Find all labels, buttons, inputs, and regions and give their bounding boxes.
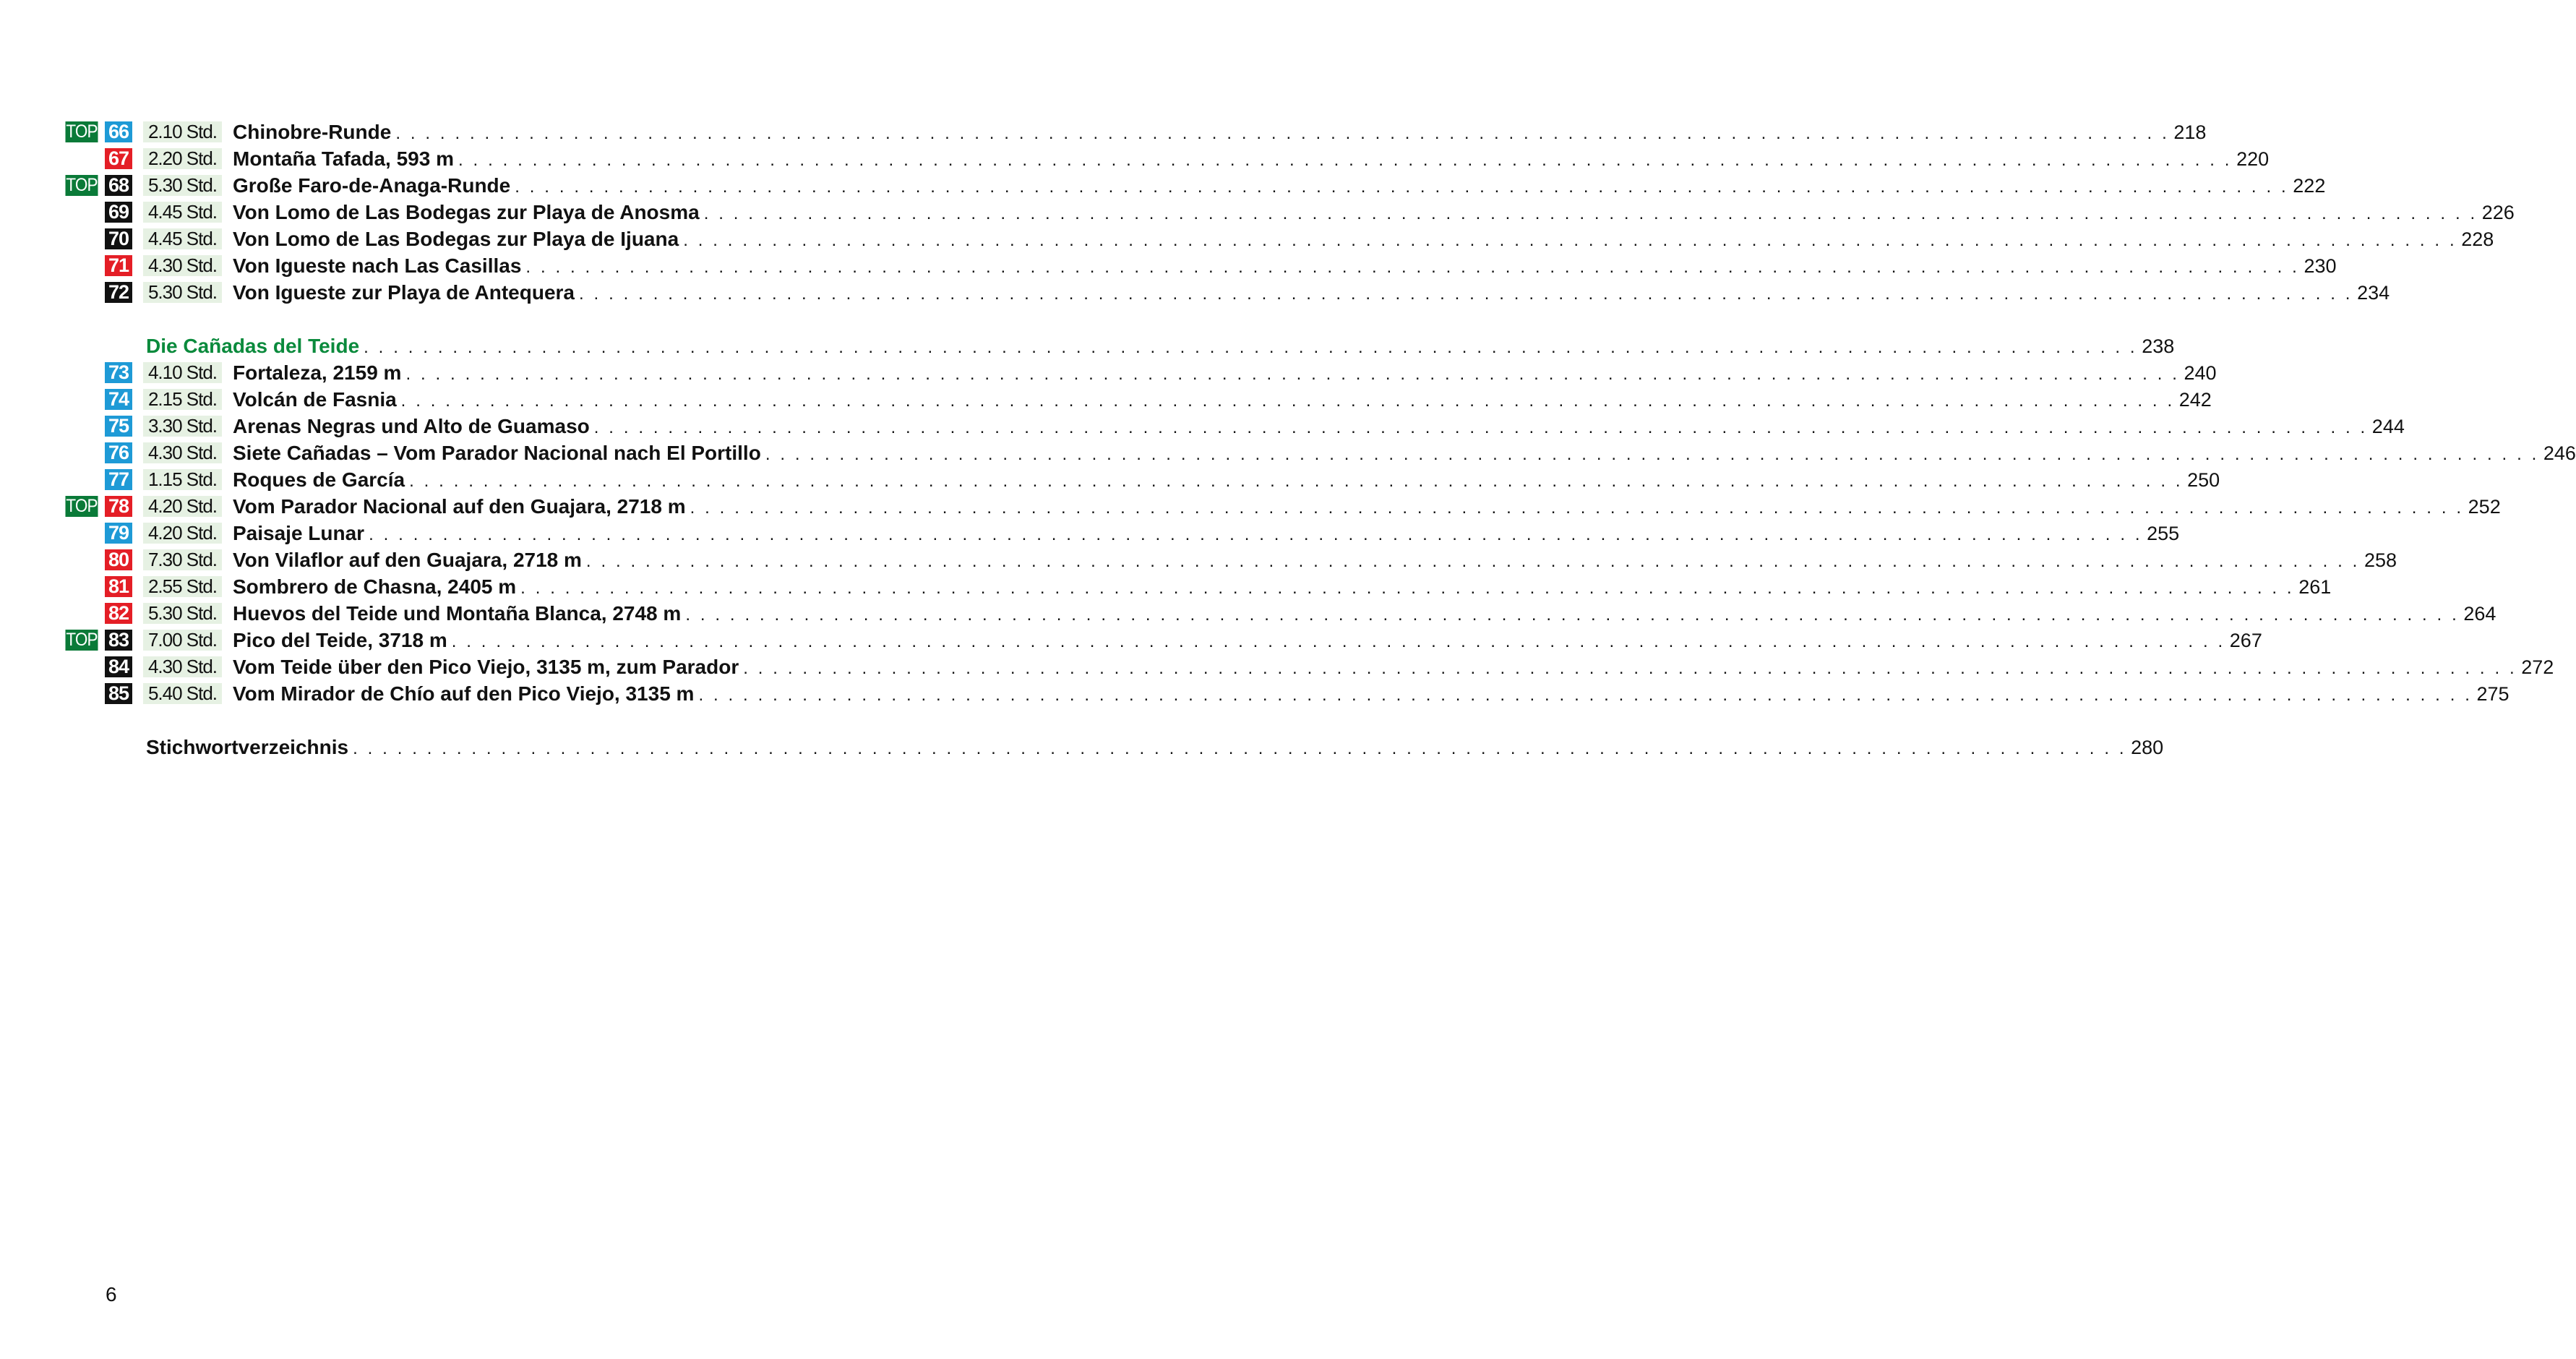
toc-entry-line xyxy=(233,227,2494,251)
tour-number-badge: 71 xyxy=(105,255,132,276)
walking-time: 2.20 Std. xyxy=(143,148,222,169)
page-reference: 240 xyxy=(2184,362,2217,384)
toc-entry-81[interactable] xyxy=(64,573,2332,600)
page-reference: 222 xyxy=(2293,175,2326,197)
entry-title: Große Faro-de-Anaga-Runde xyxy=(233,174,511,197)
toc-entry-line xyxy=(233,280,2390,304)
entry-title: Von Igueste nach Las Casillas xyxy=(233,254,522,277)
toc-index-entry[interactable] xyxy=(64,734,2164,760)
toc-entry-line xyxy=(233,361,2217,385)
page-reference: 228 xyxy=(2461,228,2494,250)
toc-entry-line xyxy=(233,548,2397,572)
top-badge: TOP xyxy=(66,175,98,195)
walking-time: 5.30 Std. xyxy=(143,603,222,624)
page-reference: 258 xyxy=(2364,549,2397,571)
tour-number-badge: 78 xyxy=(105,496,132,517)
dot-leader: . . . . . . . . . . . . . . . . . . . . . . . . . . . . . . . . . . . . . . . . . . . . . . . . . . . . . . . . . . . . . . . . . . . . . . . . . . . . . . . . . . . . . . . . . . . . . . . . . . . . . . . . . . . . . . . . . . . . . . . . xyxy=(400,391,2175,411)
toc-entry-line xyxy=(233,254,2337,278)
entry-title: Vom Mirador de Chío auf den Pico Viejo, 3135 m xyxy=(233,682,695,705)
entry-title: Siete Cañadas – Vom Parador Nacional nach El Portillo xyxy=(233,442,761,464)
tour-number-badge: 72 xyxy=(105,282,132,303)
page-reference: 275 xyxy=(2476,683,2510,705)
walking-time: 2.15 Std. xyxy=(143,389,222,410)
toc-entry-line xyxy=(146,334,2175,358)
page-reference: 238 xyxy=(2142,335,2175,357)
dot-leader: . . . . . . . . . . . . . . . . . . . . . . . . . . . . . . . . . . . . . . . . . . . . . . . . . . . . . . . . . . . . . . . . . . . . . . . . . . . . . . . . . . . . . . . . . . . . . . . . . . . . . . . . . . . . . . . . . . . . . . . . xyxy=(405,364,2180,384)
page-reference: 226 xyxy=(2481,202,2515,223)
tour-number-badge: 70 xyxy=(105,228,132,249)
entry-title: Von Lomo de Las Bodegas zur Playa de Anosma xyxy=(233,201,700,223)
entry-title: Huevos del Teide und Montaña Blanca, 2748 m xyxy=(233,602,682,625)
page-reference: 242 xyxy=(2178,389,2212,411)
walking-time: 4.30 Std. xyxy=(143,442,222,463)
page-reference: 267 xyxy=(2229,630,2262,651)
page-reference: 218 xyxy=(2173,121,2207,143)
tour-number-badge: 66 xyxy=(105,121,132,142)
toc-entry-line xyxy=(233,575,2332,599)
toc-entry-70[interactable] xyxy=(64,226,2494,252)
entry-title: Von Vilaflor auf den Guajara, 2718 m xyxy=(233,549,582,571)
toc-entry-68[interactable] xyxy=(64,172,2326,199)
entry-title: Sombrero de Chasna, 2405 m xyxy=(233,575,517,598)
toc-entry-line xyxy=(233,682,2510,706)
toc-entry-73[interactable] xyxy=(64,359,2217,386)
walking-time: 4.10 Std. xyxy=(143,362,222,383)
toc-entry-69[interactable] xyxy=(64,199,2515,226)
page-reference: 261 xyxy=(2298,576,2332,598)
toc-entry-82[interactable] xyxy=(64,600,2496,627)
page-reference: 244 xyxy=(2371,416,2405,437)
page-reference: 230 xyxy=(2304,255,2337,277)
walking-time: 4.20 Std. xyxy=(143,496,222,517)
toc-entry-line xyxy=(233,173,2326,197)
toc-entry-71[interactable] xyxy=(64,252,2337,279)
page-number: 6 xyxy=(106,1283,117,1306)
toc-entry-76[interactable] xyxy=(64,440,2576,466)
toc-entry-line xyxy=(233,494,2501,518)
entry-title: Vom Teide über den Pico Viejo, 3135 m, zum Parador xyxy=(233,656,739,678)
dot-leader: . . . . . . . . . . . . . . . . . . . . . . . . . . . . . . . . . . . . . . . . . . . . . . . . . . . . . . . . . . . . . . . . . . . . . . . . . . . . . . . . . . . . . . . . . . . . . . . . . . . . . . . . . . . . . . . . . . . . . . . . xyxy=(369,525,2143,544)
toc-entry-80[interactable] xyxy=(64,546,2397,573)
dot-leader: . . . . . . . . . . . . . . . . . . . . . . . . . . . . . . . . . . . . . . . . . . . . . . . . . . . . . . . . . . . . . . . . . . . . . . . . . . . . . . . . . . . . . . . . . . . . . . . . . . . . . . . . . . . . . . . . . . . . . . . . xyxy=(364,338,2138,357)
toc-entry-74[interactable] xyxy=(64,386,2212,413)
tour-number-badge: 77 xyxy=(105,469,132,490)
page-reference: 272 xyxy=(2521,656,2554,678)
dot-leader: . . . . . . . . . . . . . . . . . . . . . . . . . . . . . . . . . . . . . . . . . . . . . . . . . . . . . . . . . . . . . . . . . . . . . . . . . . . . . . . . . . . . . . . . . . . . . . . . . . . . . . . . . . . . . . . . . . . . . . . . xyxy=(395,124,2170,143)
walking-time: 4.30 Std. xyxy=(143,255,222,276)
tour-number-badge: 82 xyxy=(105,603,132,624)
table-of-contents xyxy=(64,119,2576,760)
tour-number-badge: 69 xyxy=(105,202,132,223)
dot-leader: . . . . . . . . . . . . . . . . . . . . . . . . . . . . . . . . . . . . . . . . . . . . . . . . . . . . . . . . . . . . . . . . . . . . . . . . . . . . . . . . . . . . . . . . . . . . . . . . . . . . . . . . . . . . . . . . . . . . . . . . xyxy=(520,578,2295,598)
walking-time: 2.10 Std. xyxy=(143,121,222,142)
dot-leader: . . . . . . . . . . . . . . . . . . . . . . . . . . . . . . . . . . . . . . . . . . . . . . . . . . . . . . . . . . . . . . . . . . . . . . . . . . . . . . . . . . . . . . . . . . . . . . . . . . . . . . . . . . . . . . . . . . . . . . . . xyxy=(515,177,2289,197)
page-reference: 250 xyxy=(2187,469,2220,491)
page-reference: 234 xyxy=(2357,282,2390,304)
toc-entry-line xyxy=(233,147,2270,171)
toc-entry-78[interactable] xyxy=(64,493,2501,520)
dot-leader: . . . . . . . . . . . . . . . . . . . . . . . . . . . . . . . . . . . . . . . . . . . . . . . . . . . . . . . . . . . . . . . . . . . . . . . . . . . . . . . . . . . . . . . . . . . . . . . . . . . . . . . . . . . . . . . . . . . . . . . . xyxy=(685,605,2460,625)
toc-entry-75[interactable] xyxy=(64,413,2405,440)
toc-entry-72[interactable] xyxy=(64,279,2390,306)
tour-number-badge: 74 xyxy=(105,389,132,410)
dot-leader: . . . . . . . . . . . . . . . . . . . . . . . . . . . . . . . . . . . . . . . . . . . . . . . . . . . . . . . . . . . . . . . . . . . . . . . . . . . . . . . . . . . . . . . . . . . . . . . . . . . . . . . . . . . . . . . . . . . . . . . . xyxy=(353,739,2127,758)
dot-leader: . . . . . . . . . . . . . . . . . . . . . . . . . . . . . . . . . . . . . . . . . . . . . . . . . . . . . . . . . . . . . . . . . . . . . . . . . . . . . . . . . . . . . . . . . . . . . . . . . . . . . . . . . . . . . . . . . . . . . . . . xyxy=(579,284,2353,304)
tour-number-badge: 84 xyxy=(105,656,132,677)
walking-time: 7.00 Std. xyxy=(143,630,222,651)
toc-spacer xyxy=(64,707,873,734)
entry-title: Von Lomo de Las Bodegas zur Playa de Ijuana xyxy=(233,228,679,250)
dot-leader: . . . . . . . . . . . . . . . . . . . . . . . . . . . . . . . . . . . . . . . . . . . . . . . . . . . . . . . . . . . . . . . . . . . . . . . . . . . . . . . . . . . . . . . . . . . . . . . . . . . . . . . . . . . . . . . . . . . . . . . . xyxy=(409,471,2184,491)
entry-title: Chinobre-Runde xyxy=(233,121,392,143)
walking-time: 4.20 Std. xyxy=(143,523,222,544)
dot-leader: . . . . . . . . . . . . . . . . . . . . . . . . . . . . . . . . . . . . . . . . . . . . . . . . . . . . . . . . . . . . . . . . . . . . . . . . . . . . . . . . . . . . . . . . . . . . . . . . . . . . . . . . . . . . . . . . . . . . . . . . xyxy=(743,659,2517,678)
dot-leader: . . . . . . . . . . . . . . . . . . . . . . . . . . . . . . . . . . . . . . . . . . . . . . . . . . . . . . . . . . . . . . . . . . . . . . . . . . . . . . . . . . . . . . . . . . . . . . . . . . . . . . . . . . . . . . . . . . . . . . . . xyxy=(593,418,2368,437)
toc-entry-line xyxy=(233,521,2180,545)
tour-number-badge: 73 xyxy=(105,362,132,383)
walking-time: 5.30 Std. xyxy=(143,282,222,303)
toc-entry-line xyxy=(233,414,2405,438)
toc-entry-67[interactable] xyxy=(64,145,2270,172)
toc-entry-line xyxy=(233,441,2576,465)
entry-title: Von Igueste zur Playa de Antequera xyxy=(233,281,575,304)
entry-title: Arenas Negras und Alto de Guamaso xyxy=(233,415,590,437)
dot-leader: . . . . . . . . . . . . . . . . . . . . . . . . . . . . . . . . . . . . . . . . . . . . . . . . . . . . . . . . . . . . . . . . . . . . . . . . . . . . . . . . . . . . . . . . . . . . . . . . . . . . . . . . . . . . . . . . . . . . . . . . xyxy=(525,257,2300,277)
walking-time: 3.30 Std. xyxy=(143,416,222,437)
toc-entry-83[interactable] xyxy=(64,627,2262,653)
entry-title: Montaña Tafada, 593 m xyxy=(233,147,455,170)
page-reference: 220 xyxy=(2236,148,2270,170)
toc-entry-line xyxy=(233,200,2515,224)
tour-number-badge: 75 xyxy=(105,416,132,437)
page-reference: 252 xyxy=(2468,496,2501,518)
tour-number-badge: 79 xyxy=(105,523,132,544)
dot-leader: . . . . . . . . . . . . . . . . . . . . . . . . . . . . . . . . . . . . . . . . . . . . . . . . . . . . . . . . . . . . . . . . . . . . . . . . . . . . . . . . . . . . . . . . . . . . . . . . . . . . . . . . . . . . . . . . . . . . . . . . xyxy=(690,498,2464,518)
page-reference: 246 xyxy=(2543,442,2576,464)
entry-title: Vom Parador Nacional auf den Guajara, 2718 m xyxy=(233,495,686,518)
walking-time: 4.45 Std. xyxy=(143,228,222,249)
walking-time: 4.45 Std. xyxy=(143,202,222,223)
dot-leader: . . . . . . . . . . . . . . . . . . . . . . . . . . . . . . . . . . . . . . . . . . . . . . . . . . . . . . . . . . . . . . . . . . . . . . . . . . . . . . . . . . . . . . . . . . . . . . . . . . . . . . . . . . . . . . . . . . . . . . . . xyxy=(451,632,2225,651)
walking-time: 7.30 Std. xyxy=(143,549,222,570)
toc-entry-line xyxy=(233,120,2207,144)
toc-entry-line xyxy=(233,628,2262,652)
toc-entry-84[interactable] xyxy=(64,653,2554,680)
top-badge: TOP xyxy=(66,121,98,142)
entry-title: Roques de García xyxy=(233,468,405,491)
tour-number-badge: 85 xyxy=(105,683,132,704)
entry-title: Fortaleza, 2159 m xyxy=(233,361,402,384)
entry-title: Paisaje Lunar xyxy=(233,522,365,544)
toc-entry-77[interactable] xyxy=(64,466,2220,493)
toc-entry-line xyxy=(233,468,2220,492)
tour-number-badge: 67 xyxy=(105,148,132,169)
tour-number-badge: 80 xyxy=(105,549,132,570)
entry-title: Stichwortverzeichnis xyxy=(146,736,349,758)
entry-title: Volcán de Fasnia xyxy=(233,388,397,411)
tour-number-badge: 76 xyxy=(105,442,132,463)
toc-entry-79[interactable] xyxy=(64,520,2180,546)
page-reference: 264 xyxy=(2463,603,2496,625)
dot-leader: . . . . . . . . . . . . . . . . . . . . . . . . . . . . . . . . . . . . . . . . . . . . . . . . . . . . . . . . . . . . . . . . . . . . . . . . . . . . . . . . . . . . . . . . . . . . . . . . . . . . . . . . . . . . . . . . . . . . . . . . xyxy=(703,204,2478,223)
dot-leader: . . . . . . . . . . . . . . . . . . . . . . . . . . . . . . . . . . . . . . . . . . . . . . . . . . . . . . . . . . . . . . . . . . . . . . . . . . . . . . . . . . . . . . . . . . . . . . . . . . . . . . . . . . . . . . . . . . . . . . . . xyxy=(458,150,2233,170)
dot-leader: . . . . . . . . . . . . . . . . . . . . . . . . . . . . . . . . . . . . . . . . . . . . . . . . . . . . . . . . . . . . . . . . . . . . . . . . . . . . . . . . . . . . . . . . . . . . . . . . . . . . . . . . . . . . . . . . . . . . . . . . xyxy=(765,445,2539,464)
walking-time: 5.40 Std. xyxy=(143,683,222,704)
entry-title: Pico del Teide, 3718 m xyxy=(233,629,447,651)
dot-leader: . . . . . . . . . . . . . . . . . . . . . . . . . . . . . . . . . . . . . . . . . . . . . . . . . . . . . . . . . . . . . . . . . . . . . . . . . . . . . . . . . . . . . . . . . . . . . . . . . . . . . . . . . . . . . . . . . . . . . . . . xyxy=(698,685,2473,705)
toc-entry-line xyxy=(233,387,2212,411)
top-badge: TOP xyxy=(66,630,98,650)
toc-section-heading[interactable] xyxy=(64,333,2175,359)
tour-number-badge: 81 xyxy=(105,576,132,597)
page-reference: 280 xyxy=(2131,737,2164,758)
toc-entry-line xyxy=(146,735,2164,759)
toc-spacer xyxy=(64,306,873,333)
tour-number-badge: 83 xyxy=(105,630,132,651)
walking-time: 5.30 Std. xyxy=(143,175,222,196)
toc-entry-line xyxy=(233,601,2496,625)
dot-leader: . . . . . . . . . . . . . . . . . . . . . . . . . . . . . . . . . . . . . . . . . . . . . . . . . . . . . . . . . . . . . . . . . . . . . . . . . . . . . . . . . . . . . . . . . . . . . . . . . . . . . . . . . . . . . . . . . . . . . . . . xyxy=(585,552,2360,571)
toc-entry-line xyxy=(233,655,2554,679)
top-badge: TOP xyxy=(66,496,98,516)
walking-time: 1.15 Std. xyxy=(143,469,222,490)
tour-number-badge: 68 xyxy=(105,175,132,196)
walking-time: 2.55 Std. xyxy=(143,576,222,597)
toc-entry-85[interactable] xyxy=(64,680,2510,707)
entry-title: Die Cañadas del Teide xyxy=(146,335,360,357)
toc-entry-66[interactable] xyxy=(64,119,2207,145)
walking-time: 4.30 Std. xyxy=(143,656,222,677)
dot-leader: . . . . . . . . . . . . . . . . . . . . . . . . . . . . . . . . . . . . . . . . . . . . . . . . . . . . . . . . . . . . . . . . . . . . . . . . . . . . . . . . . . . . . . . . . . . . . . . . . . . . . . . . . . . . . . . . . . . . . . . . xyxy=(683,231,2457,250)
page-reference: 255 xyxy=(2147,523,2180,544)
